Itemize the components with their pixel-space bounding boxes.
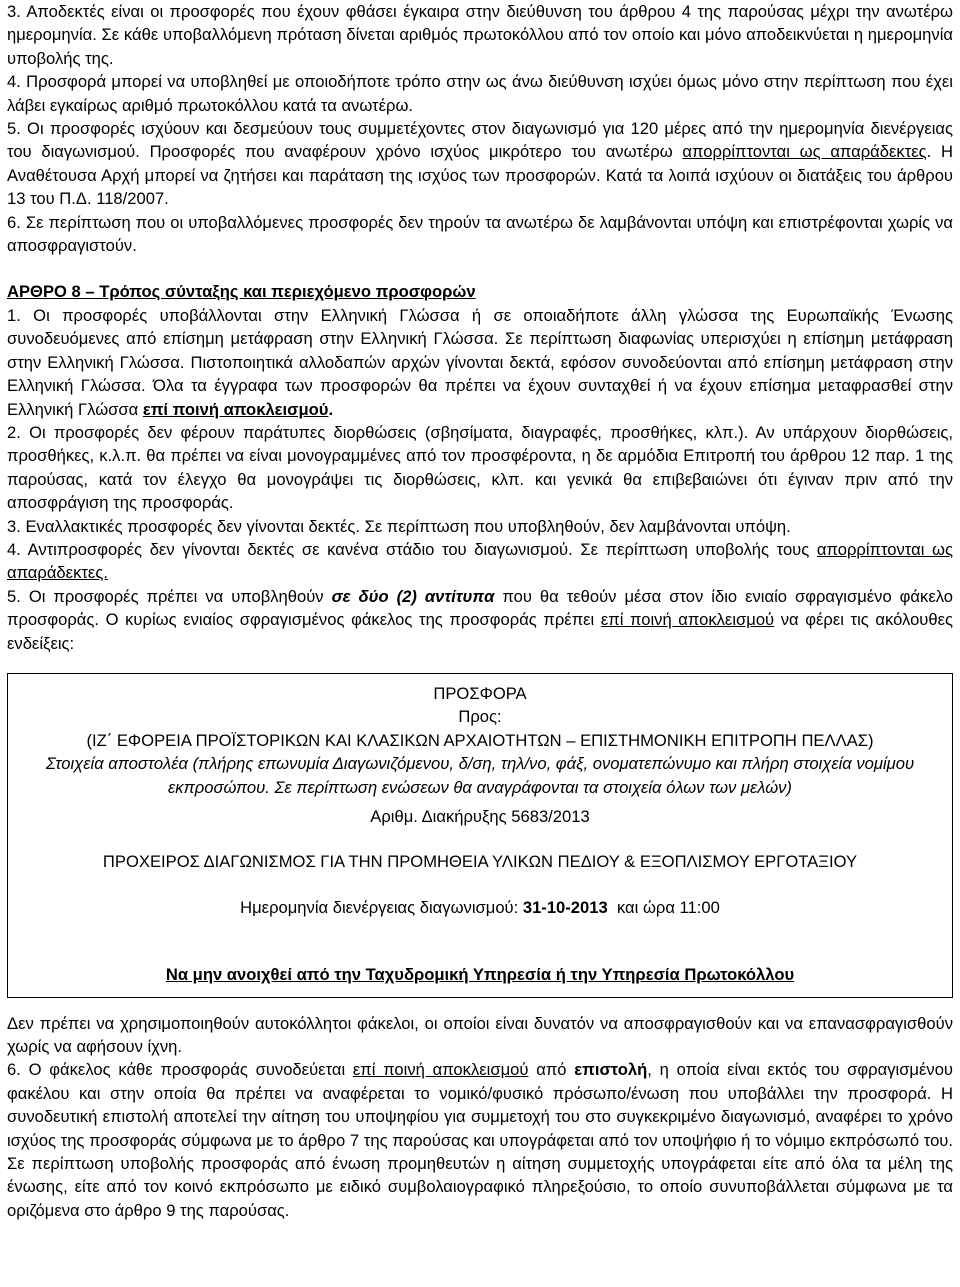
article8-paragraph-6: 6. Ο φάκελος κάθε προσφοράς συνοδεύεται επί ποινή αποκλεισμού από επιστολή, η οποία είναι εκτός του σφραγισμένου φακέλου και στην οποία θα πρέπει να αναφέρεται το νομικό/φυσικό πρόσωπο/ένωση που υποβάλλει την προσφορά. Η συνοδευτική επιστολή αποτελεί την αίτηση του υποψηφίου για συμμετοχή του στο συγκεκριμένο διαγωνισμό, αναφέρει το χρόνο ισχύος της προσφοράς σύμφωνα με το άρθρο 7 της παρούσας και υπογράφεται από τον υποψήφιο ή το νόμιμο εκπρόσωπό του. Σε περίπτωση υποβολής προσφοράς από ένωση προμηθευτών η αίτηση συμμετοχής υπογράφεται είτε από όλα τα μέλη της ένωσης, είτε από τον κοινό εκπρόσωπο με ειδικό συμβολαιογραφικό πληρεξούσιο, το οποίο συνυποβάλλεται σύμφωνα με τα οριζόμενα στο άρθρο 9 της παρούσας. (7, 1060, 953, 1220)
letter-term: επιστολή (574, 1060, 648, 1080)
envelope-declaration-number: Αριθμ. Διακήρυξης 5683/2013 (370, 807, 590, 826)
envelope-sender-info: Στοιχεία αποστολέα (πλήρης επωνυμία Διαγωνιζόμενου, δ/ση, τηλ/νο, φάξ, ονοματεπώνυμο και πλήρη στοιχεία νομίμου (45, 754, 915, 774)
article8-paragraph-3: 3. Εναλλακτικές προσφορές δεν γίνονται δεκτές. Σε περίπτωση που υποβληθούν, δεν λαμβάνονται υπόψη. (7, 516, 791, 536)
article7-paragraph-6: 6. Σε περίπτωση που οι υποβαλλόμενες προσφορές δεν τηρούν τα ανωτέρω δε λαμβάνονται υπόψη και επιστρέφονται χωρίς να αποσφραγιστούν. (7, 212, 953, 256)
envelope-warning: Να μην ανοιχθεί από την Ταχυδρομική Υπηρεσία ή την Υπηρεσία Πρωτοκόλλου (165, 965, 795, 985)
rejection-clause: απορρίπτονται ως απαράδεκτες. (7, 539, 953, 583)
envelope-label-box (7, 673, 953, 998)
document-page (7, 0, 953, 1222)
exclusion-clause: επί ποινή αποκλεισμού (352, 1060, 529, 1080)
article7-paragraph-3: 3. Αποδεκτές είναι οι προσφορές που έχουν φθάσει έγκαιρα στην διεύθυνση του άρθρου 4 της παρούσας μέχρι την ανωτέρω ημερομηνία. Σε κάθε υποβαλλόμενη πρόταση δίνεται αριθμός πρωτοκόλλου από τον οποίο και μόνο αποδεικνύεται η ημερομηνία υποβολής της. (7, 2, 953, 68)
article8-heading: ΑΡΘΡΟ 8 – Τρόπος σύνταξης και περιεχόμενο προσφορών (7, 282, 476, 302)
envelope-to-label: Προς: (458, 707, 502, 727)
article8-paragraph-5: 5. Οι προσφορές πρέπει να υποβληθούν σε δύο (2) αντίτυπα που θα τεθούν μέσα στον ίδιο ενιαίο σφραγισμένο φάκελο προσφοράς. Ο κυρίως ενιαίος σφραγισμένος φάκελος της προσφοράς πρέπει επί ποινή αποκλεισμού να φέρει τις ακόλουθες ενδείξεις: (7, 586, 953, 653)
article7-paragraph-5: 5. Οι προσφορές ισχύουν και δεσμεύουν τους συμμετέχοντες στον διαγωνισμό για 120 μέρες από την ημερομηνία διενέργειας του διαγωνισμού. Προσφορές που αναφέρουν χρόνο ισχύος μικρότερο του ανωτέρω απορρίπτονται ως απαράδεκτες. Η Αναθέτουσα Αρχή μπορεί να ζητήσει και παράταση της ισχύος των προσφορών. Κατά τα λοιπά ισχύουν οι διατάξεις του άρθρου 13 του Π.Δ. 118/2007. (7, 119, 953, 209)
article8-paragraph-2: 2. Οι προσφορές δεν φέρουν παράτυπες διορθώσεις (σβησίματα, διαγραφές, προσθήκες, κλπ.). Αν υπάρχουν διορθώσεις, προσθήκες, κ.λ.π. θα πρέπει να είναι μονογραμμένες από τον προσφέροντα, η δε αρμόδια Επιτροπή του άρθρου 12 παρ. 1 της παρούσας, κατά τον έλεγχο θα μονογράψει τις διορθώσεις, κλπ. και γενικά θα επιβεβαιώνει ότι έγιναν πριν από την αποσφράγιση της προσφοράς. (7, 422, 953, 513)
envelope-title: ΠΡΟΣΦΟΡΑ (433, 683, 527, 703)
rejection-clause: απορρίπτονται ως απαράδεκτες (682, 142, 927, 162)
exclusion-clause: επί ποινή αποκλεισμού (600, 610, 775, 630)
copies-clause: σε δύο (2) αντίτυπα (331, 586, 495, 606)
exclusion-clause: επί ποινή αποκλεισμού (142, 399, 329, 419)
envelope-sender-info-cont: εκπροσώπου. Σε περίπτωση ενώσεων θα αναγράφονται τα στοιχεία όλων των μελών) (168, 777, 792, 797)
envelope-tender-title: ΠΡΟΧΕΙΡΟΣ ΔΙΑΓΩΝΙΣΜΟΣ ΓΙΑ ΤΗΝ ΠΡΟΜΗΘΕΙΑ ΥΛΙΚΩΝ ΠΕΔΙΟΥ & ΕΞΟΠΛΙΣΜΟΥ ΕΡΓΟΤΑΞΙΟΥ (102, 852, 858, 872)
tender-date: 31-10-2013 (522, 897, 608, 917)
self-adhesive-note: Δεν πρέπει να χρησιμοποιηθούν αυτοκόλλητοι φάκελοι, οι οποίοι είναι δυνατόν να αποσφραγισθούν και να επανασφραγισθούν χωρίς να αφήσουν ίχνη. (7, 1013, 953, 1057)
article7-paragraph-4: 4. Προσφορά μπορεί να υποβληθεί με οποιοδήποτε τρόπο στην ως άνω διεύθυνση ισχύει όμως μόνο στην περίπτωση που έχει λάβει εγκαίρως αριθμό πρωτοκόλλου κατά τα ανωτέρω. (7, 72, 953, 115)
envelope-recipient: (ΙΖ΄ ΕΦΟΡΕΙΑ ΠΡΟΪΣΤΟΡΙΚΩΝ ΚΑΙ ΚΛΑΣΙΚΩΝ ΑΡΧΑΙΟΤΗΤΩΝ – ΕΠΙΣΤΗΜΟΝΙΚΗ ΕΠΙΤΡΟΠΗ ΠΕΛΛΑΣ) (86, 730, 874, 750)
envelope-date-line: Ημερομηνία διενέργειας διαγωνισμού: 31-10-2013 και ώρα 11:00 (240, 897, 720, 917)
article8-paragraph-1: 1. Οι προσφορές υποβάλλονται στην Ελληνική Γλώσσα ή σε οποιαδήποτε άλλη γλώσσα της Ευρωπαϊκής Ένωσης συνοδευόμενες από επίσημη μετάφραση στην Ελληνική Γλώσσα. Σε περίπτωση διαφωνίας υπερισχύει η επίσημη μετάφραση στην Ελληνική Γλώσσα. Πιστοποιητικά αλλοδαπών αρχών γίνονται δεκτά, εφόσον συνοδεύονται από επίσημη μετάφραση στην Ελληνική Γλώσσα. Όλα τα έγγραφα των προσφορών θα πρέπει να έχουν συνταχθεί ή να έχουν επίσημα μεταφρασθεί στην Ελληνική Γλώσσα επί ποινή αποκλεισμού. (7, 305, 953, 419)
article8-paragraph-4: 4. Αντιπροσφορές δεν γίνονται δεκτές σε κανένα στάδιο του διαγωνισμού. Σε περίπτωση υποβολής τους απορρίπτονται ως απαράδεκτες. (7, 539, 953, 583)
